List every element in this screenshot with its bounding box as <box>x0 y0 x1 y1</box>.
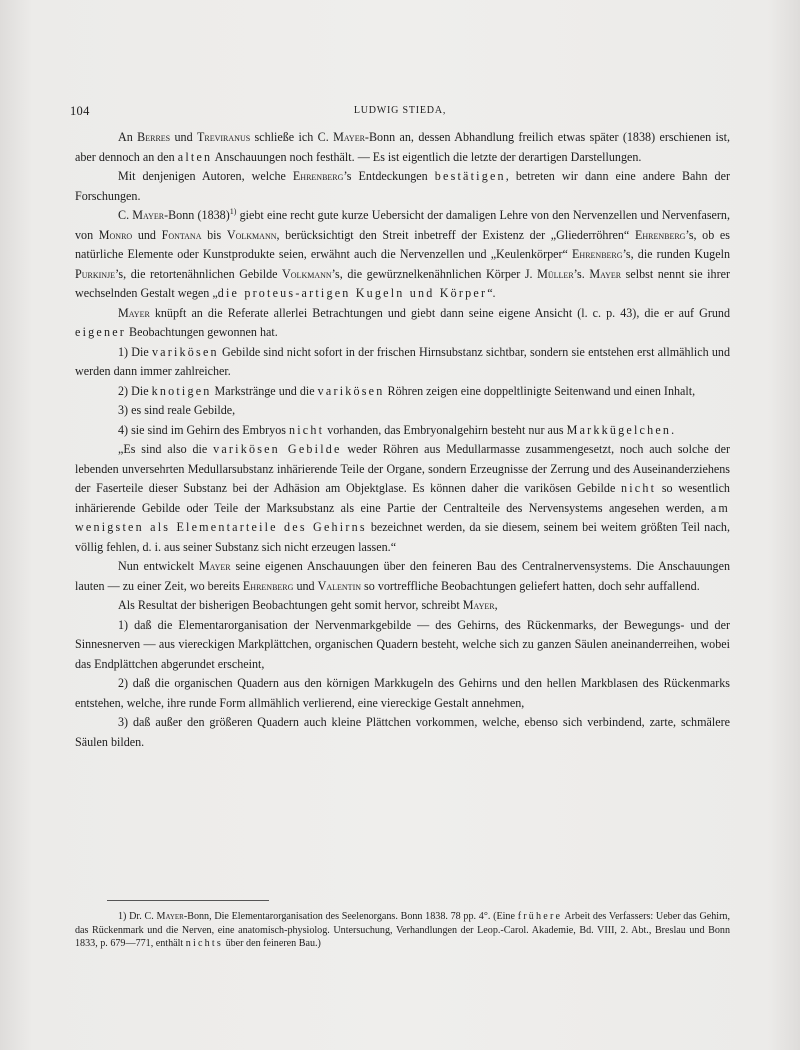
page-header <box>70 104 730 122</box>
list-item-1: 1) Die varikösen Gebilde sind nicht sofort in der frischen Hirnsubstanz sichtbar, sondern sie entstehen erst allmählich und werden dann immer zahlreicher. <box>75 344 730 378</box>
list-item-4: 4) sie sind im Gehirn des Embryos nicht vorhanden, das Embryonalgehirn besteht nur aus Markkügelchen. <box>118 422 675 437</box>
paragraph-2: Mit denjenigen Autoren, welche Ehrenberg’s Entdeckungen bestätigen, betreten wir dann eine andere Bahn der Forschungen. <box>75 169 730 203</box>
paragraph-5: Nun entwickelt Mayer seine eigenen Anschauungen über den feineren Bau des Centralnervensystems. Die Anschauungen lauten — zu einer Zeit, wo bereits Ehrenberg und Valentin so vortreffliche Beobachtungen geliefert hatten, doch sehr auffallend. <box>75 559 730 593</box>
result-item-3: 3) daß außer den größeren Quadern auch kleine Plättchen vorkommen, welche, ebenso sich verbindend, zarte, schmälere Säulen bilden. <box>75 715 730 749</box>
page-number: 104 <box>70 104 90 118</box>
footnote-reference: 1) <box>229 206 237 216</box>
list-item-3: 3) es sind reale Gebilde, <box>118 403 236 417</box>
running-head: LUDWIG STIEDA, <box>353 105 447 116</box>
result-item-1: 1) daß die Elementarorganisation der Nervenmarkgebilde — des Gehirns, des Rückenmarks, der Bewegungs- und der Sinnesnerven — aus viereckigen Markplättchen, organischen Quadern besteht, welche sich zu ganzen Säulen aneinanderreihen, wobei das Endplättchen abgerundet erscheint, <box>75 617 730 671</box>
result-item-2: 2) daß die organischen Quadern aus den körnigen Markkugeln des Gehirns und den hellen Markblasen des Rückenmarks entstehen, welche, ihre runde Form allmählich verlierend, eine viereckige Gestalt annehmen, <box>75 676 730 710</box>
paragraph-6: Als Resultat der bisherigen Beobachtungen geht somit hervor, schreibt Mayer, <box>118 598 498 612</box>
footnote-text: 1) Dr. C. Mayer-Bonn, Die Elementarorganisation des Seelenorgans. Bonn 1838. 78 pp. 4°. (Eine frühere Arbeit des Verfassers: Ueber das Gehirn, das Rückenmark und die Nerven, eine anatomisch-physiolog. Untersuchung, Verhandlungen der Leop.-Carol. Akademie, Bd. VIII, 2. Abt., Breslau und Bonn 1833, p. 679—771, enthält nichts über den feineren Bau.) <box>75 911 731 950</box>
footnote <box>75 910 730 951</box>
footnote-divider <box>107 900 269 901</box>
quotation-paragraph: „Es sind also die varikösen Gebilde weder Röhren aus Medullarmasse zusammengesetzt, noch auch solche der lebenden unversehrten Medullarsubstanz inhärierende Teile der Organe, sondern Erzeugnisse der Zerrung und des Auseinanderziehens der Faserteile dieser Substanz bei der Adhäsion am Objektglase. Es können daher die varikösen Gebilde nicht so wesentlich inhärierende Gebilde oder Teile der Marksubstanz als eine Partie der Centralteile des Nervensystems angesehen werden, am wenigsten als Elementarteile des Gehirns bezeichnet werden, da sie diesem, seinem bei weitem größten Teil nach, völlig fehlen, d. i. aus seiner Substanz sich nicht erzeugen lassen.“ <box>75 442 730 554</box>
paragraph-3: C. Mayer-Bonn (1838)$^{1)}$ giebt eine recht gute kurze Uebersicht der damaligen Lehre von den Nervenzellen und Nervenfasern, von Monro und Fontana bis Volkmann, berücksichtigt den Streit inbetreff der Existenz der „Gliederröhren“ Ehrenberg’s, ob es natürliche Elemente oder Kunstprodukte seien, erwähnt auch die Nervenzellen und „Keulenkörper“ Ehrenberg’s, die runden Kugeln Purkinje’s, die retortenähnlichen Gebilde Volkmann’s, die gewürznelkenähnlichen Körper J. Müller’s. Mayer selbst nennt sie ihrer wechselnden Gestalt wegen „die proteus-artigen Kugeln und Körper“. <box>75 206 730 300</box>
list-item-2: 2) Die knotigen Markstränge und die varikösen Röhren zeigen eine doppeltlinigte Seitenwand und einen Inhalt, <box>118 383 696 398</box>
paragraph-1: An Berres und Treviranus schließe ich C. Mayer-Bonn an, dessen Abhandlung freilich etwas später (1838) erschienen ist, aber dennoch an den alten Anschauungen noch festhält. — Es ist eigentlich die letzte der derartigen Darstellungen. <box>75 130 730 164</box>
main-text <box>75 128 730 752</box>
paragraph-4: Mayer knüpft an die Referate allerlei Betrachtungen und giebt dann seine eigene Ansicht (l. c. p. 43), die er auf Grund eigener Beobachtungen gewonnen hat. <box>75 305 730 339</box>
